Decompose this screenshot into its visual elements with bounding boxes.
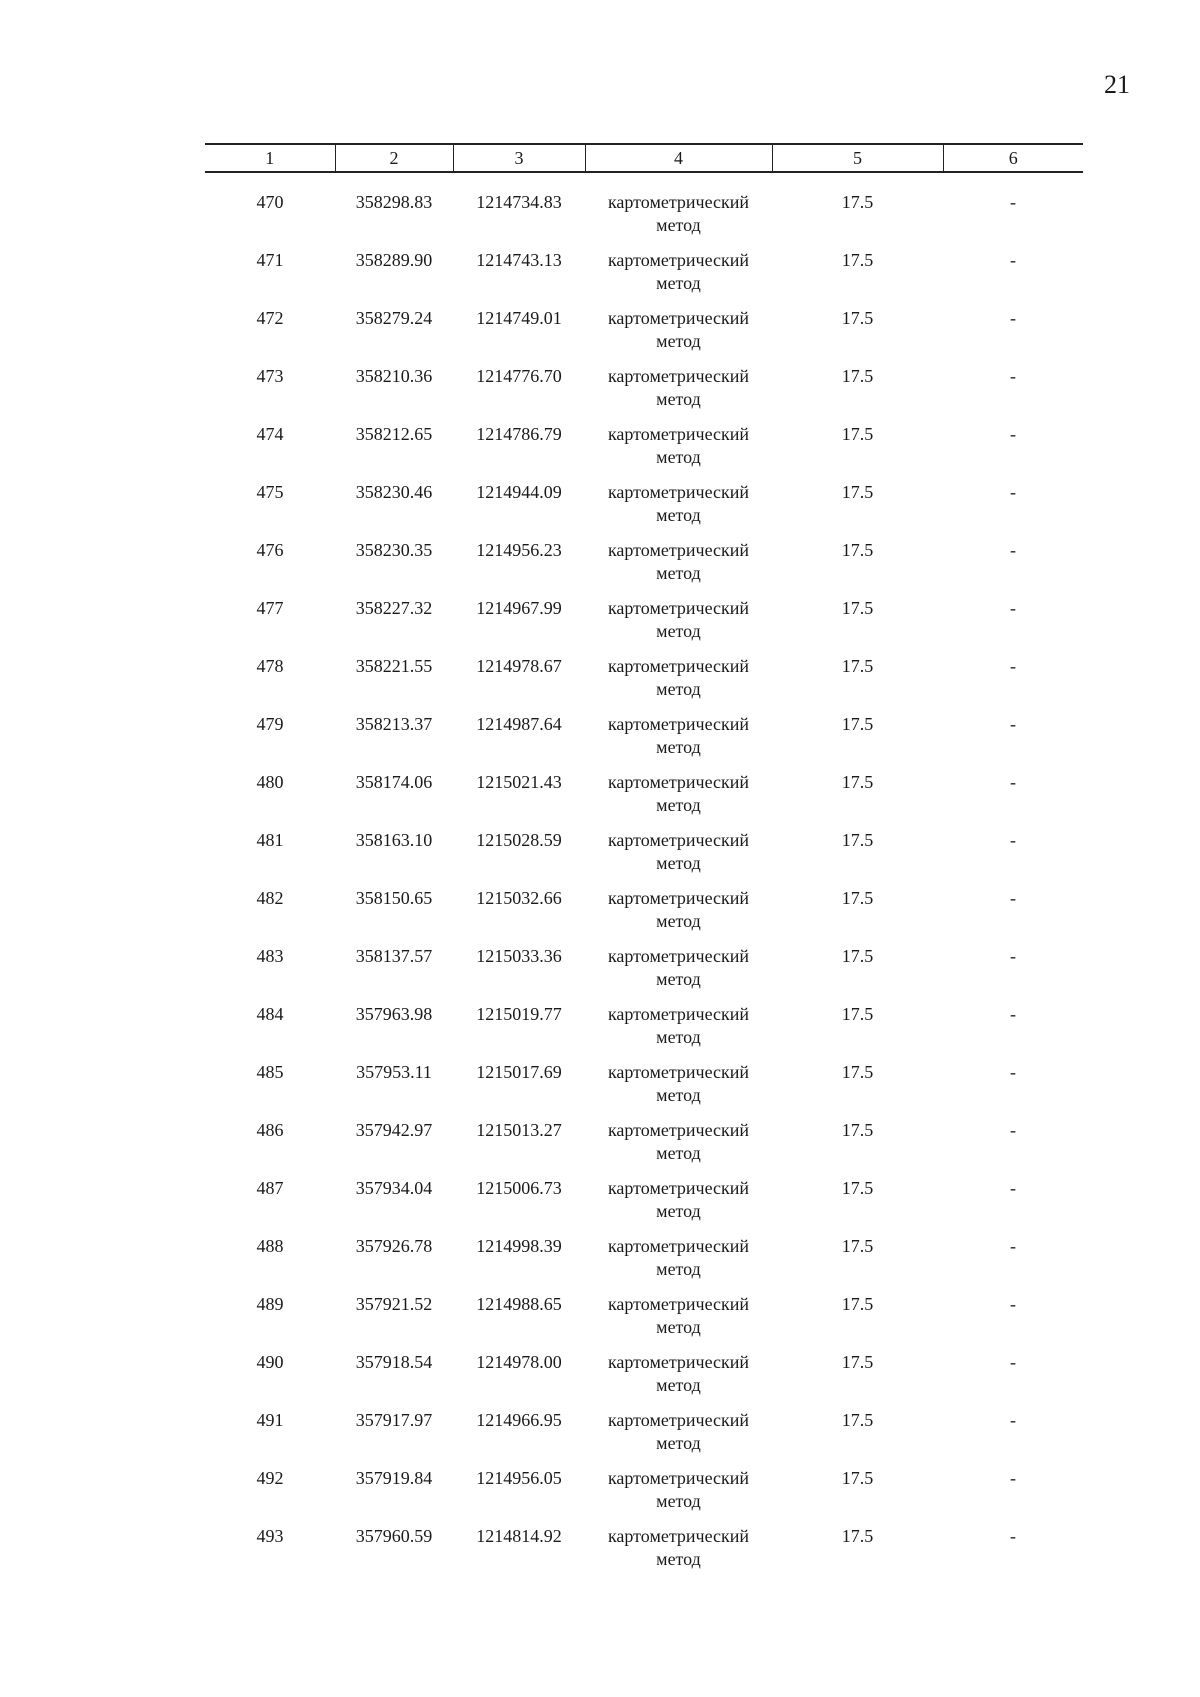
- column-header-2: 2: [335, 144, 453, 172]
- y-coordinate-cell: 1215013.27: [476, 1120, 562, 1140]
- note-cell: -: [1010, 366, 1016, 386]
- y-coordinate-cell: 1214978.00: [476, 1352, 562, 1372]
- precision-cell: 17.5: [841, 1120, 874, 1140]
- y-coordinate-cell: 1215021.43: [476, 772, 562, 792]
- method-line-1: картометрический: [607, 1526, 750, 1546]
- precision-cell: 17.5: [841, 598, 874, 618]
- note-cell: -: [1010, 192, 1016, 212]
- method-line-2: метод: [656, 737, 701, 757]
- page-number: 21: [1104, 70, 1130, 99]
- method-cell: [585, 481, 772, 539]
- precision-cell: 17.5: [841, 714, 874, 734]
- point-number-cell: 476: [256, 540, 284, 560]
- precision-cell: 17.5: [841, 540, 874, 560]
- point-number-cell: 487: [256, 1178, 284, 1198]
- y-coordinate-cell: 1214978.67: [476, 656, 562, 676]
- y-coordinate-cell: 1214944.09: [476, 482, 562, 502]
- y-coordinate-cell: 1214743.13: [476, 250, 562, 270]
- precision-cell: 17.5: [841, 1004, 874, 1024]
- method-line-1: картометрический: [607, 1410, 750, 1430]
- table-row: [205, 539, 1083, 597]
- x-coordinate-cell: 358212.65: [355, 424, 433, 444]
- y-coordinate-cell: 1215033.36: [476, 946, 562, 966]
- precision-cell: 17.5: [841, 250, 874, 270]
- point-number-cell: 480: [256, 772, 284, 792]
- table-row: [205, 1409, 1083, 1467]
- precision-cell: 17.5: [841, 888, 874, 908]
- y-coordinate-cell: 1215028.59: [476, 830, 562, 850]
- method-line-1: картометрический: [607, 888, 750, 908]
- note-cell: -: [1010, 1178, 1016, 1198]
- note-cell: -: [1010, 1294, 1016, 1314]
- x-coordinate-cell: 358210.36: [355, 366, 433, 386]
- table-row: [205, 1119, 1083, 1177]
- x-coordinate-cell: 358137.57: [355, 946, 433, 966]
- point-number-cell: 474: [256, 424, 284, 444]
- column-header-1: 1: [205, 144, 335, 172]
- method-line-2: метод: [656, 215, 701, 235]
- method-cell: [585, 1467, 772, 1525]
- method-line-2: метод: [656, 795, 701, 815]
- table-header: [205, 144, 1083, 172]
- method-line-2: метод: [656, 447, 701, 467]
- table-row: [205, 1235, 1083, 1293]
- note-cell: -: [1010, 656, 1016, 676]
- method-cell: [585, 829, 772, 887]
- method-line-1: картометрический: [607, 540, 750, 560]
- precision-cell: 17.5: [841, 1236, 874, 1256]
- point-number-cell: 481: [256, 830, 284, 850]
- precision-cell: 17.5: [841, 656, 874, 676]
- x-coordinate-cell: 357926.78: [355, 1236, 433, 1256]
- method-line-2: метод: [656, 853, 701, 873]
- precision-cell: 17.5: [841, 1526, 874, 1546]
- precision-cell: 17.5: [841, 1294, 874, 1314]
- method-line-2: метод: [656, 911, 701, 931]
- table-row: [205, 597, 1083, 655]
- point-number-cell: 488: [256, 1236, 284, 1256]
- y-coordinate-cell: 1214734.83: [476, 192, 562, 212]
- method-line-2: метод: [656, 1085, 701, 1105]
- x-coordinate-cell: 357921.52: [355, 1294, 433, 1314]
- x-coordinate-cell: 358213.37: [355, 714, 433, 734]
- method-cell: [585, 249, 772, 307]
- point-number-cell: 486: [256, 1120, 284, 1140]
- point-number-cell: 490: [256, 1352, 284, 1372]
- note-cell: -: [1010, 946, 1016, 966]
- x-coordinate-cell: 357917.97: [355, 1410, 433, 1430]
- note-cell: -: [1010, 1004, 1016, 1024]
- note-cell: -: [1010, 598, 1016, 618]
- x-coordinate-cell: 358279.24: [355, 308, 433, 328]
- method-cell: [585, 365, 772, 423]
- point-number-cell: 478: [256, 656, 284, 676]
- table-row: [205, 307, 1083, 365]
- method-line-1: картометрический: [607, 1178, 750, 1198]
- precision-cell: 17.5: [841, 1410, 874, 1430]
- point-number-cell: 475: [256, 482, 284, 502]
- x-coordinate-cell: 357919.84: [355, 1468, 433, 1488]
- method-cell: [585, 597, 772, 655]
- point-number-cell: 477: [256, 598, 284, 618]
- method-cell: [585, 1525, 772, 1583]
- method-line-2: метод: [656, 389, 701, 409]
- table-row: [205, 172, 1083, 249]
- y-coordinate-cell: 1214814.92: [476, 1526, 562, 1546]
- coordinates-table-container: [205, 143, 1083, 1583]
- method-cell: [585, 539, 772, 597]
- method-line-1: картометрический: [607, 598, 750, 618]
- method-line-2: метод: [656, 1375, 701, 1395]
- method-line-2: метод: [656, 1143, 701, 1163]
- method-cell: [585, 1351, 772, 1409]
- x-coordinate-cell: 357918.54: [355, 1352, 433, 1372]
- precision-cell: 17.5: [841, 1062, 874, 1082]
- method-line-1: картометрический: [607, 1004, 750, 1024]
- y-coordinate-cell: 1214988.65: [476, 1294, 562, 1314]
- table-row: [205, 1351, 1083, 1409]
- y-coordinate-cell: 1214956.23: [476, 540, 562, 560]
- note-cell: -: [1010, 1236, 1016, 1256]
- note-cell: -: [1010, 1526, 1016, 1546]
- note-cell: -: [1010, 1352, 1016, 1372]
- x-coordinate-cell: 357960.59: [355, 1526, 433, 1546]
- x-coordinate-cell: 357953.11: [356, 1062, 432, 1082]
- note-cell: -: [1010, 830, 1016, 850]
- point-number-cell: 471: [256, 250, 284, 270]
- x-coordinate-cell: 358174.06: [355, 772, 433, 792]
- method-line-1: картометрический: [607, 1062, 750, 1082]
- method-line-1: картометрический: [607, 946, 750, 966]
- method-line-2: метод: [656, 1201, 701, 1221]
- precision-cell: 17.5: [841, 1178, 874, 1198]
- y-coordinate-cell: 1214967.99: [476, 598, 562, 618]
- method-line-1: картометрический: [607, 830, 750, 850]
- table-row: [205, 945, 1083, 1003]
- precision-cell: 17.5: [841, 192, 874, 212]
- method-line-1: картометрический: [607, 1236, 750, 1256]
- point-number-cell: 472: [256, 308, 284, 328]
- note-cell: -: [1010, 250, 1016, 270]
- method-line-1: картометрический: [607, 424, 750, 444]
- method-line-1: картометрический: [607, 1294, 750, 1314]
- point-number-cell: 485: [256, 1062, 284, 1082]
- method-line-1: картометрический: [607, 1468, 750, 1488]
- table-row: [205, 829, 1083, 887]
- y-coordinate-cell: 1214776.70: [476, 366, 562, 386]
- method-line-2: метод: [656, 1317, 701, 1337]
- y-coordinate-cell: 1214998.39: [476, 1236, 562, 1256]
- note-cell: -: [1010, 1468, 1016, 1488]
- method-cell: [585, 1177, 772, 1235]
- table-row: [205, 365, 1083, 423]
- table-row: [205, 481, 1083, 539]
- column-header-6: 6: [943, 144, 1083, 172]
- table-row: [205, 655, 1083, 713]
- method-cell: [585, 423, 772, 481]
- table-body: [205, 172, 1083, 1583]
- method-cell: [585, 1293, 772, 1351]
- y-coordinate-cell: 1215032.66: [476, 888, 562, 908]
- x-coordinate-cell: 358230.35: [355, 540, 433, 560]
- method-line-1: картометрический: [607, 366, 750, 386]
- method-line-2: метод: [656, 679, 701, 699]
- table-row: [205, 1467, 1083, 1525]
- column-header-4: 4: [585, 144, 772, 172]
- x-coordinate-cell: 358163.10: [355, 830, 433, 850]
- point-number-cell: 482: [256, 888, 284, 908]
- method-cell: [585, 1061, 772, 1119]
- precision-cell: 17.5: [841, 946, 874, 966]
- table-row: [205, 713, 1083, 771]
- method-line-1: картометрический: [607, 1352, 750, 1372]
- precision-cell: 17.5: [841, 482, 874, 502]
- method-line-1: картометрический: [607, 482, 750, 502]
- header-row: [205, 144, 1083, 172]
- x-coordinate-cell: 358150.65: [355, 888, 433, 908]
- method-line-2: метод: [656, 621, 701, 641]
- point-number-cell: 484: [256, 1004, 284, 1024]
- method-cell: [585, 887, 772, 945]
- note-cell: -: [1010, 1410, 1016, 1430]
- method-cell: [585, 1119, 772, 1177]
- note-cell: -: [1010, 1120, 1016, 1140]
- table-row: [205, 249, 1083, 307]
- method-line-1: картометрический: [607, 656, 750, 676]
- table-row: [205, 1525, 1083, 1583]
- table-row: [205, 771, 1083, 829]
- method-line-2: метод: [656, 1259, 701, 1279]
- point-number-cell: 470: [256, 192, 284, 212]
- note-cell: -: [1010, 308, 1016, 328]
- method-line-2: метод: [656, 505, 701, 525]
- method-cell: [585, 771, 772, 829]
- note-cell: -: [1010, 1062, 1016, 1082]
- note-cell: -: [1010, 888, 1016, 908]
- table-row: [205, 1061, 1083, 1119]
- x-coordinate-cell: 358227.32: [355, 598, 433, 618]
- coordinates-table: [205, 143, 1083, 1583]
- x-coordinate-cell: 358230.46: [355, 482, 433, 502]
- column-header-3: 3: [453, 144, 585, 172]
- method-line-1: картометрический: [607, 308, 750, 328]
- y-coordinate-cell: 1215006.73: [476, 1178, 562, 1198]
- x-coordinate-cell: 357942.97: [355, 1120, 433, 1140]
- precision-cell: 17.5: [841, 366, 874, 386]
- table-row: [205, 887, 1083, 945]
- method-line-1: картометрический: [607, 772, 750, 792]
- y-coordinate-cell: 1215017.69: [476, 1062, 562, 1082]
- point-number-cell: 473: [256, 366, 284, 386]
- note-cell: -: [1010, 772, 1016, 792]
- y-coordinate-cell: 1214966.95: [476, 1410, 562, 1430]
- method-line-2: метод: [656, 969, 701, 989]
- table-row: [205, 1293, 1083, 1351]
- method-line-2: метод: [656, 331, 701, 351]
- method-cell: [585, 1409, 772, 1467]
- precision-cell: 17.5: [841, 1352, 874, 1372]
- method-line-1: картометрический: [607, 192, 750, 212]
- method-cell: [585, 713, 772, 771]
- y-coordinate-cell: 1214749.01: [476, 308, 562, 328]
- method-cell: [585, 945, 772, 1003]
- y-coordinate-cell: 1214987.64: [476, 714, 562, 734]
- precision-cell: 17.5: [841, 772, 874, 792]
- point-number-cell: 483: [256, 946, 284, 966]
- method-line-1: картометрический: [607, 714, 750, 734]
- method-cell: [585, 1003, 772, 1061]
- note-cell: -: [1010, 714, 1016, 734]
- method-line-2: метод: [656, 273, 701, 293]
- precision-cell: 17.5: [841, 308, 874, 328]
- point-number-cell: 493: [256, 1526, 284, 1546]
- method-line-2: метод: [656, 1491, 701, 1511]
- y-coordinate-cell: 1214956.05: [476, 1468, 562, 1488]
- method-line-1: картометрический: [607, 250, 750, 270]
- point-number-cell: 492: [256, 1468, 284, 1488]
- precision-cell: 17.5: [841, 830, 874, 850]
- x-coordinate-cell: 358221.55: [355, 656, 433, 676]
- point-number-cell: 489: [256, 1294, 284, 1314]
- precision-cell: 17.5: [841, 424, 874, 444]
- note-cell: -: [1010, 424, 1016, 444]
- method-line-2: метод: [656, 1549, 701, 1569]
- x-coordinate-cell: 358298.83: [355, 192, 433, 212]
- method-cell: [585, 307, 772, 365]
- column-header-5: 5: [772, 144, 943, 172]
- y-coordinate-cell: 1215019.77: [476, 1004, 562, 1024]
- y-coordinate-cell: 1214786.79: [476, 424, 562, 444]
- method-cell: [585, 655, 772, 713]
- note-cell: -: [1010, 482, 1016, 502]
- method-cell: [585, 172, 772, 249]
- table-row: [205, 1177, 1083, 1235]
- method-line-2: метод: [656, 563, 701, 583]
- method-line-2: метод: [656, 1027, 701, 1047]
- table-row: [205, 1003, 1083, 1061]
- precision-cell: 17.5: [841, 1468, 874, 1488]
- point-number-cell: 479: [256, 714, 284, 734]
- method-line-1: картометрический: [607, 1120, 750, 1140]
- note-cell: -: [1010, 540, 1016, 560]
- x-coordinate-cell: 357963.98: [355, 1004, 433, 1024]
- x-coordinate-cell: 357934.04: [355, 1178, 433, 1198]
- point-number-cell: 491: [256, 1410, 284, 1430]
- method-line-2: метод: [656, 1433, 701, 1453]
- method-cell: [585, 1235, 772, 1293]
- x-coordinate-cell: 358289.90: [355, 250, 433, 270]
- table-row: [205, 423, 1083, 481]
